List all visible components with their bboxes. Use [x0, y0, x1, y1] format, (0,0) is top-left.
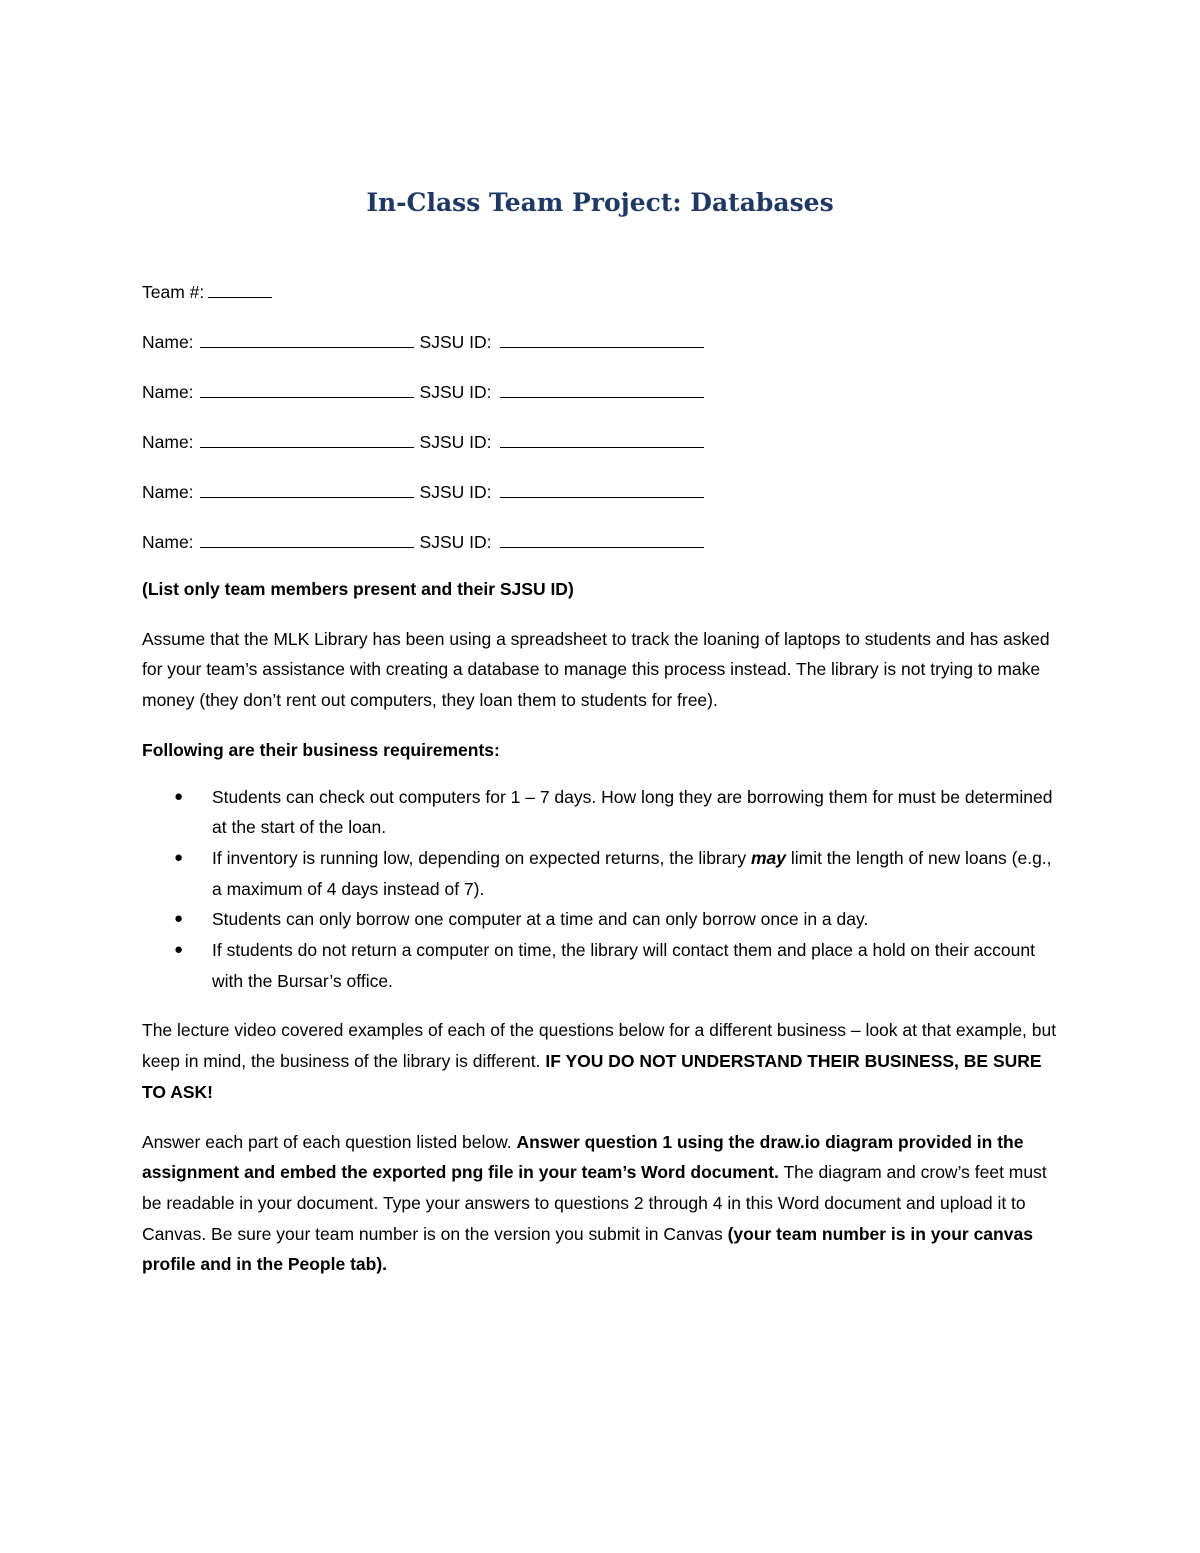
- instructions-emphasis: Answer question 1 using the draw.io diagram provided in the assignment and embed the exported png file in your team’s Word document.: [142, 1131, 1024, 1183]
- sjsu-id-label: SJSU ID:: [419, 532, 492, 552]
- list-item: [142, 904, 1062, 935]
- name-blank[interactable]: [200, 430, 414, 448]
- bullet-icon: ●: [174, 787, 184, 805]
- sjsu-id-label: SJSU ID:: [419, 382, 492, 402]
- bullet-icon: ●: [174, 848, 184, 866]
- sjsu-id-blank[interactable]: [500, 330, 704, 348]
- name-blank[interactable]: [200, 380, 414, 398]
- team-number-row: [142, 280, 272, 303]
- list-item: [142, 935, 1062, 996]
- name-label: Name:: [142, 482, 194, 502]
- bullet-icon: ●: [174, 941, 184, 959]
- member-row: [142, 430, 704, 453]
- intro-paragraph: Assume that the MLK Library has been using a spreadsheet to track the loaning of laptops to students and has asked for your team’s assistance with creating a database to manage this process instead. The library is not trying to make money (they don’t rent out computers, they loan them to students for free).: [142, 628, 1050, 711]
- requirement-text: If students do not return a computer on time, the library will contact them and place a hold on their account with the Bursar’s office.: [212, 940, 1035, 991]
- instructions-emphasis: (your team number is in your canvas profile and in the People tab).: [142, 1223, 1033, 1275]
- team-number-label: Team #:: [142, 282, 205, 302]
- instructions-paragraph: [142, 1127, 1062, 1281]
- sjsu-id-blank[interactable]: [500, 430, 704, 448]
- name-blank[interactable]: [200, 330, 414, 348]
- sjsu-id-blank[interactable]: [500, 380, 704, 398]
- member-row: [142, 530, 704, 553]
- name-label: Name:: [142, 432, 194, 452]
- sjsu-id-blank[interactable]: [500, 530, 704, 548]
- instructions-text: Answer each part of each question listed below.: [142, 1131, 517, 1152]
- member-row: [142, 480, 704, 503]
- sjsu-id-label: SJSU ID:: [419, 482, 492, 502]
- sjsu-id-label: SJSU ID:: [419, 432, 492, 452]
- name-label: Name:: [142, 532, 194, 552]
- document-body: [142, 574, 1062, 1299]
- member-row: [142, 380, 704, 403]
- sjsu-id-label: SJSU ID:: [419, 332, 492, 352]
- list-item: [142, 782, 1062, 843]
- name-label: Name:: [142, 382, 194, 402]
- lecture-text: The lecture video covered examples of each of the questions below for a different business – look at that example, but keep in mind, the business of the library is different.: [142, 1020, 1057, 1072]
- lecture-warning: IF YOU DO NOT UNDERSTAND THEIR BUSINESS, BE SURE TO ASK!: [142, 1051, 1042, 1102]
- instructions-text: The diagram and crow’s feet must be readable in your document. Type your answers to questions 2 through 4 in this Word document and upload it to Canvas. Be sure your team number is on the version you submit in Canvas: [142, 1162, 1047, 1244]
- name-blank[interactable]: [200, 480, 414, 498]
- page-title: In-Class Team Project: Databases: [366, 188, 834, 217]
- list-note: (List only team members present and their SJSU ID): [142, 579, 574, 599]
- lecture-paragraph: [142, 1015, 1062, 1107]
- member-row: [142, 330, 704, 353]
- name-label: Name:: [142, 332, 194, 352]
- requirements-heading: Following are their business requirements:: [142, 739, 500, 760]
- name-blank[interactable]: [200, 530, 414, 548]
- requirement-text: Students can check out computers for 1 – 7 days. How long they are borrowing them for must be determined at the start of the loan.: [212, 786, 1053, 838]
- list-item: [142, 843, 1062, 904]
- requirements-list: [142, 782, 1062, 997]
- requirement-text: limit the length of new loans (e.g., a maximum of 4 days instead of 7).: [212, 847, 1052, 899]
- team-number-blank[interactable]: [208, 280, 272, 298]
- sjsu-id-blank[interactable]: [500, 480, 704, 498]
- requirement-emphasis: may: [750, 847, 786, 868]
- requirement-text: If inventory is running low, depending on expected returns, the library: [212, 847, 751, 868]
- bullet-icon: ●: [174, 910, 184, 928]
- requirement-text: Students can only borrow one computer at a time and can only borrow once in a day.: [212, 909, 869, 930]
